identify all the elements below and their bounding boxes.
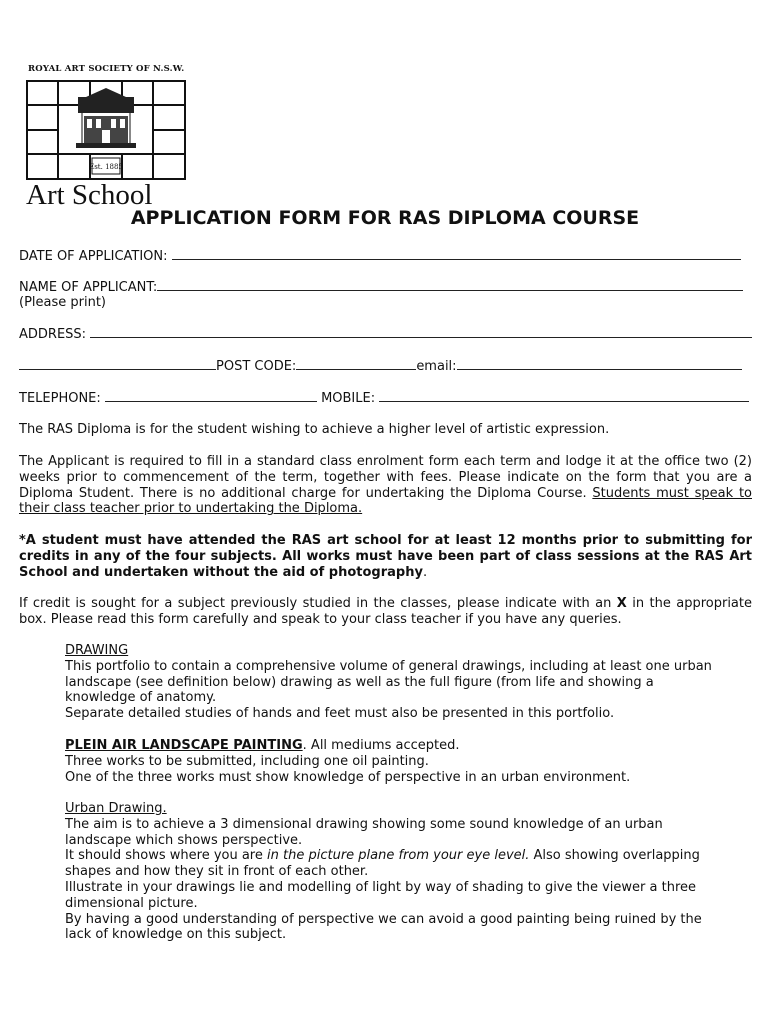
- logo-est-text: Est. 1885: [89, 163, 123, 171]
- drawing-line: knowledge of anatomy.: [65, 690, 217, 706]
- urban-line3-italic: in the picture plane from your eye level.: [267, 848, 530, 864]
- urban-heading: Urban Drawing.: [65, 801, 167, 816]
- logo-society-text: ROYAL ART SOCIETY OF N.S.W.: [28, 64, 185, 74]
- telephone-field-row: [19, 390, 749, 407]
- address-line2-row: [19, 358, 742, 375]
- urban-line: lack of knowledge on this subject.: [65, 927, 287, 943]
- credit-paragraph: [19, 596, 752, 628]
- address-field-row: [19, 326, 752, 343]
- drawing-line: landscape (see definition below) drawing as well as the full figure (from life and showing a: [65, 674, 654, 690]
- name-note: (Please print): [19, 295, 107, 310]
- urban-line: landscape which shows perspective.: [65, 832, 303, 848]
- requirement-end: .: [422, 564, 428, 580]
- mobile-label: MOBILE:: [321, 391, 376, 406]
- postcode-input-line[interactable]: [296, 358, 416, 370]
- urban-line: shapes and how they sit in front of each other.: [65, 864, 369, 880]
- urban-line: [65, 848, 755, 864]
- urban-line: The aim is to achieve a 3 dimensional drawing showing some sound knowledge of an urban: [65, 816, 663, 832]
- urban-line3-b: Also showing overlapping: [529, 848, 700, 864]
- address-label: ADDRESS:: [19, 327, 87, 342]
- drawing-line: Separate detailed studies of hands and feet must also be presented in this portfolio.: [65, 706, 615, 722]
- logo-grid-building-icon: [26, 80, 186, 180]
- urban-drawing-section: [65, 801, 755, 943]
- urban-line: By having a good understanding of perspective we can avoid a good painting being ruined by the: [65, 911, 702, 927]
- plein-air-line: One of the three works must show knowledge of perspective in an urban environment.: [65, 769, 631, 785]
- applicant-paragraph: [19, 454, 752, 517]
- ras-logo: [26, 64, 191, 209]
- email-label: email:: [416, 359, 457, 374]
- intro-paragraph: The RAS Diploma is for the student wishing to achieve a higher level of artistic expression.: [19, 422, 610, 437]
- postcode-label: POST CODE:: [216, 359, 297, 374]
- requirement-paragraph: [19, 533, 752, 580]
- plein-air-heading-suffix: . All mediums accepted.: [302, 738, 460, 753]
- drawing-heading: DRAWING: [65, 643, 129, 658]
- urban-line3-a: It should shows where you are: [65, 848, 268, 864]
- logo-art-school: Art School: [26, 179, 153, 211]
- date-input-line[interactable]: [172, 248, 741, 260]
- plein-air-line: Three works to be submitted, including one oil painting.: [65, 753, 429, 769]
- credit-text-before: If credit is sought for a subject previously studied in the classes, please indicate with an: [19, 596, 617, 611]
- credit-text-after: in the appropriate box. Please read this form carefully and speak to your class teacher if you have any queries.: [19, 596, 752, 627]
- drawing-section: [65, 643, 755, 722]
- urban-line: dimensional picture.: [65, 895, 198, 911]
- address-input-line[interactable]: [90, 326, 752, 338]
- name-field-row: [19, 279, 743, 296]
- applicant-text: The Applicant is required to fill in a standard class enrolment form each term and lodge it at the office two (2) weeks prior to commencement of the term, together with fees. Please indicate on the form that you are a Diploma Student. There is no additional charge for undertaking the Diploma Course.: [19, 454, 752, 501]
- address-line2-input[interactable]: [19, 358, 216, 370]
- drawing-line: This portfolio to contain a comprehensive volume of general drawings, including at least one urban: [65, 658, 712, 674]
- applicant-underlined-note: Students must speak to their class teacher prior to undertaking the Diploma.: [19, 485, 752, 517]
- plein-air-section: [65, 738, 755, 785]
- telephone-label: TELEPHONE:: [19, 391, 101, 406]
- requirement-text: *A student must have attended the RAS art school for at least 12 months prior to submitting for credits in any of the four subjects. All works must have been part of class sessions at the RAS Art School and undertaken without the aid of photography: [19, 533, 752, 580]
- page-title: APPLICATION FORM FOR RAS DIPLOMA COURSE: [130, 207, 640, 229]
- date-label: DATE OF APPLICATION:: [19, 249, 168, 264]
- plein-air-heading: PLEIN AIR LANDSCAPE PAINTING: [65, 738, 303, 753]
- date-field-row: [19, 248, 741, 265]
- name-input-line[interactable]: [157, 279, 743, 291]
- telephone-input-line[interactable]: [105, 390, 317, 402]
- urban-line: Illustrate in your drawings lie and modelling of light by way of shading to give the viewer a three: [65, 879, 697, 895]
- mobile-input-line[interactable]: [379, 390, 749, 402]
- name-label: NAME OF APPLICANT:: [19, 280, 158, 295]
- email-input-line[interactable]: [457, 358, 742, 370]
- credit-mark: X: [616, 596, 627, 611]
